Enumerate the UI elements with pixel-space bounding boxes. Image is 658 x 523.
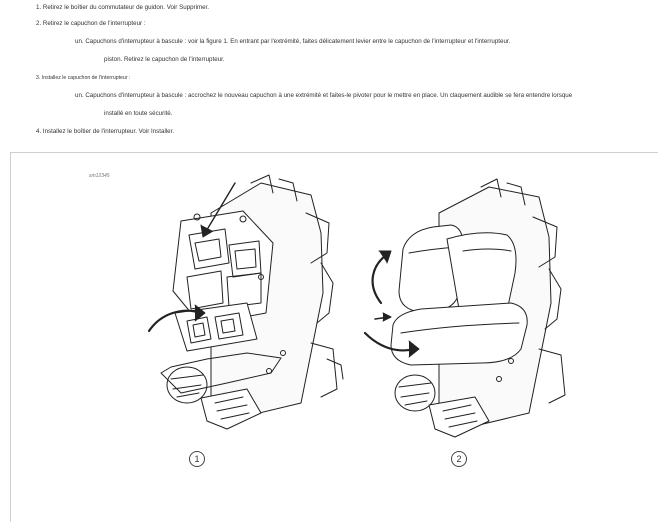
step-3a-continued-text: installé en toute sécurité.	[104, 110, 173, 117]
step-4-text: 4. Installez le boîtier de l'interrupteur. Voir Installer.	[36, 128, 175, 135]
switch-housing-1	[161, 175, 343, 429]
step-3-text: 3. Installez le capuchon de l'interrupteur :	[36, 75, 131, 81]
callout-2: 2	[451, 451, 467, 467]
switch-housing-illustration	[11, 153, 658, 523]
step-2a-text: un. Capuchons d'interrupteur à bascule : voir la figure 1. En entrant par l'extrémité, faites délicatement levier entre le capuchon de l'interrupteur et l'interrupteur.	[75, 38, 511, 45]
callout-1: 1	[189, 451, 205, 467]
figure-code: sm12345	[89, 173, 110, 179]
step-3a-text: un. Capuchons d'interrupteur à bascule : accrochez le nouveau capuchon à une extrémité et faites-le pivoter pour le mettre en place. Un claquement audible se fera entendre lorsque	[75, 92, 573, 99]
step-1-text: 1. Retirez le boîtier du commutateur de guidon. Voir Supprimer.	[36, 4, 209, 11]
step-2a-continued-text: piston. Retirez le capuchon de l'interrupteur.	[104, 56, 225, 63]
step-2-text: 2. Retirez le capuchon de l'interrupteur :	[36, 20, 146, 27]
switch-housing-2	[391, 179, 565, 437]
figure-frame	[10, 152, 658, 522]
